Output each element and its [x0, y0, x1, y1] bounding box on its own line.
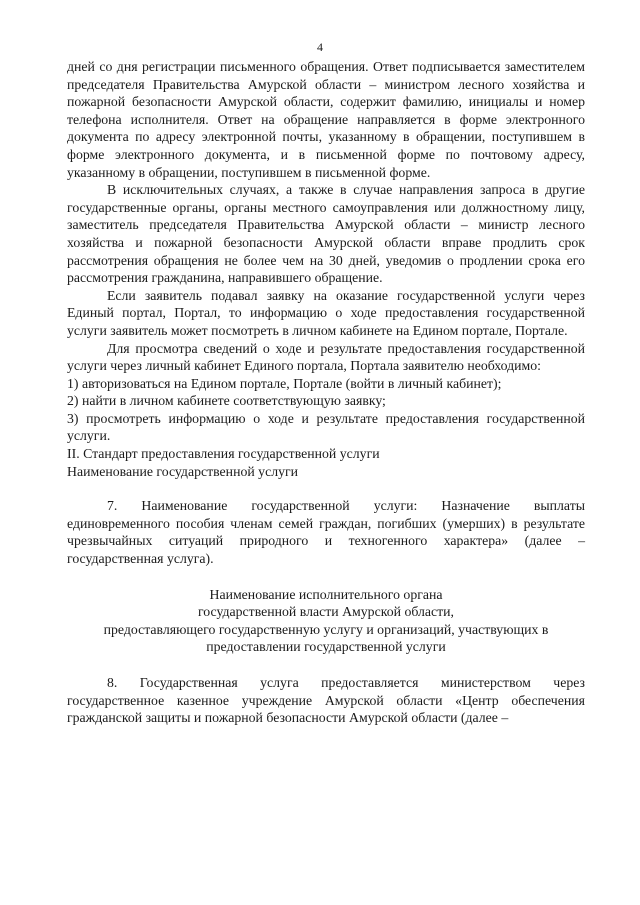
paragraph-cabinet-instructions: Для просмотра сведений о ходе и результате предоставления государственной услуги через личный кабинет Единого портала, Портала заявителю необходимо:	[67, 340, 585, 374]
document-body	[67, 58, 585, 727]
paragraph-response-continuation: дней со дня регистрации письменного обращения. Ответ подписывается заместителем председателя Правительства Амурской области – министром лесного хозяйства и пожарной безопасности Амурской области, содержит фамилию, инициалы и номер телефона исполнителя. Ответ на обращение направляется в форме электронного документа по адресу электронной почты, указанному в обращении, поступившем в форме электронного документа, и в письменной форме по почтовому адресу, указанному в обращении, поступившем в письменной форме.	[67, 59, 585, 180]
organ-heading-line: государственной власти Амурской области,	[197, 604, 455, 620]
paragraph-exceptional-cases: В исключительных случаях, а также в случае направления запроса в другие государственные органы, органы местного самоуправления или должностному лицу, заместитель председателя Правительства Амурской области – министр лесного хозяйства и пожарной безопасности Амурской области вправе продлить срок рассмотрения обращения не более чем на 30 дней, уведомив о продлении срока его рассмотрения гражданина, направившего обращение.	[67, 182, 585, 286]
paragraph-8-provider: 8. Государственная услуга предоставляется министерством через государственное казенное учреждение Амурской области «Центр обеспечения гражданской защиты и пожарной безопасности Амурской области (далее –	[67, 675, 585, 726]
list-item: 1) авторизоваться на Едином портале, Портале (войти в личный кабинет);	[67, 375, 502, 391]
page-number: 4	[317, 40, 323, 54]
organ-heading-line: предоставляющего государственную услугу и организаций, участвующих в	[103, 621, 549, 637]
paragraph-7-service-name: 7. Наименование государственной услуги: Назначение выплаты единовременного пособия членам семей граждан, погибших (умерших) в результате чрезвычайных ситуаций природного и техногенного характера» (далее – государственная услуга).	[67, 498, 585, 567]
list-item: 2) найти в личном кабинете соответствующую заявку;	[67, 393, 386, 409]
organ-heading-line: Наименование исполнительного органа	[209, 586, 443, 602]
list-item: 3) просмотреть информацию о ходе и результате предоставления государственной услуги.	[67, 410, 585, 444]
organ-heading-line: предоставлении государственной услуги	[206, 639, 446, 655]
service-name-heading: Наименование государственной услуги	[67, 463, 299, 479]
section-heading: II. Стандарт предоставления государственной услуги	[67, 446, 380, 462]
paragraph-portal-status: Если заявитель подавал заявку на оказание государственной услуги через Единый портал, Портал, то информацию о ходе предоставления государственной услуги заявитель может посмотреть в личном кабинете на Едином портале, Портале.	[67, 287, 585, 338]
organ-heading	[67, 586, 585, 656]
